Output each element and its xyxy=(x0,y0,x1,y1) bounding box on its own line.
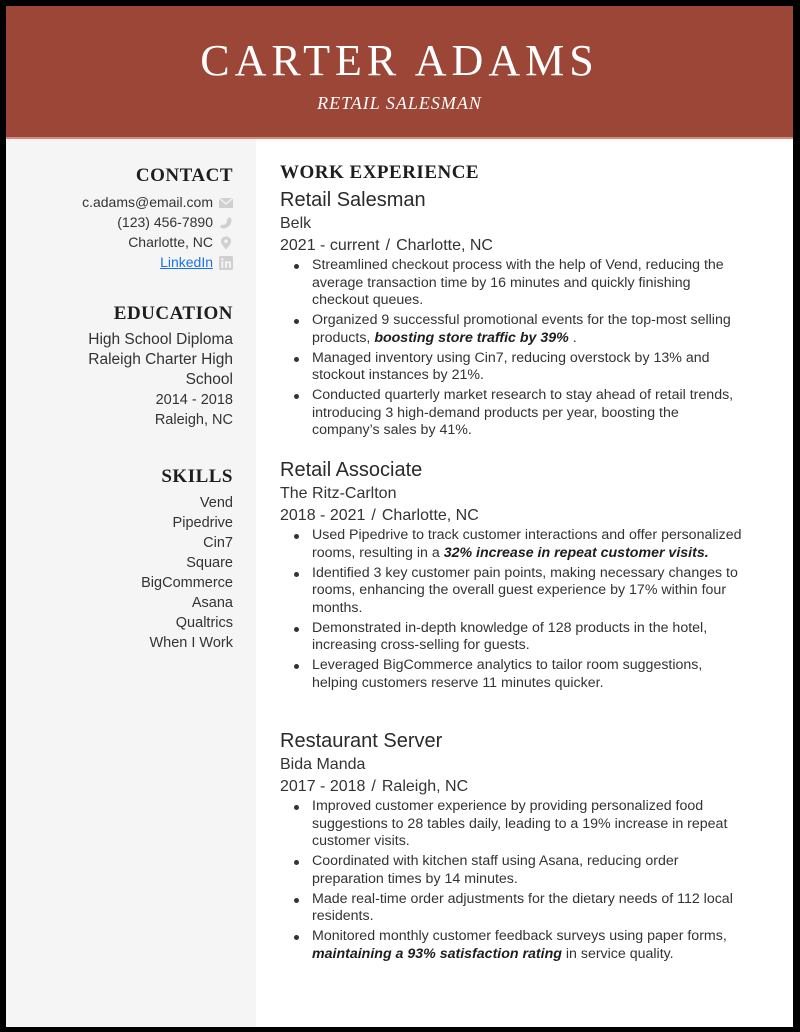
job-company: Bida Manda xyxy=(280,756,366,773)
candidate-title: RETAIL SALESMAN xyxy=(317,93,482,113)
work-experience-heading: WORK EXPERIENCE xyxy=(280,162,480,183)
resume-page xyxy=(6,6,793,1027)
job-company: Belk xyxy=(280,215,312,232)
map-pin-icon xyxy=(219,235,233,249)
job-meta xyxy=(280,776,750,798)
job-bullets xyxy=(280,527,750,692)
job-entry xyxy=(280,728,750,966)
phone-icon xyxy=(219,215,233,229)
bullet-item: Identified 3 key customer pain points, making necessary changes to rooms, enhancing the overall guest experience by 17% within four months. xyxy=(312,565,750,618)
job-title: Retail Salesman xyxy=(280,189,426,211)
bullet-item: Conducted quarterly market research to stay ahead of retail trends, introducing 3 high-demand products per year, boosting the company’s sales by 41%. xyxy=(312,387,750,440)
skill-item: Qualtrics xyxy=(175,615,233,631)
job-bullets xyxy=(280,257,750,440)
contact-email xyxy=(82,192,233,212)
linkedin-link[interactable]: LinkedIn xyxy=(160,254,213,270)
linkedin-icon xyxy=(219,255,233,269)
skills-heading: SKILLS xyxy=(161,466,233,487)
email-text: c.adams@email.com xyxy=(82,194,213,210)
education-section xyxy=(88,302,233,430)
skill-item: Cin7 xyxy=(203,535,233,551)
bullet-item: Demonstrated in-depth knowledge of 128 products in the hotel, increasing cross-selling for guests. xyxy=(312,620,750,655)
job-bullets xyxy=(280,798,750,963)
job-location: Charlotte, NC xyxy=(381,507,479,524)
job-meta xyxy=(280,505,750,527)
bullet-item: Improved customer experience by providing personalized food suggestions to 28 tables daily, leading to a 19% increase in repeat customer visits. xyxy=(312,798,750,851)
bullet-item: Organized 9 successful promotional events for the top-most selling products, boosting store traffic by 39% . xyxy=(312,312,750,347)
education-dates: 2014 - 2018 xyxy=(155,392,233,408)
education-heading: EDUCATION xyxy=(113,303,233,324)
bullet-item: Coordinated with kitchen staff using Asana, reducing order preparation times by 14 minutes. xyxy=(312,853,750,888)
contact-location xyxy=(82,232,233,252)
sidebar xyxy=(6,139,256,1027)
education-location: Raleigh, NC xyxy=(154,412,233,428)
resume-header xyxy=(6,6,793,139)
contact-section xyxy=(82,164,233,272)
job-entry xyxy=(280,187,750,442)
job-entry xyxy=(280,457,750,695)
skill-item: Square xyxy=(186,555,233,571)
skill-item: When I Work xyxy=(149,635,233,651)
job-location: Charlotte, NC xyxy=(396,237,493,254)
contact-linkedin xyxy=(82,252,233,272)
envelope-icon xyxy=(219,195,233,209)
education-degree: High School Diploma xyxy=(88,331,233,348)
skill-item: Pipedrive xyxy=(172,515,233,531)
location-text: Charlotte, NC xyxy=(128,234,213,250)
education-school-line1: Raleigh Charter High xyxy=(88,351,233,368)
phone-text: (123) 456-7890 xyxy=(117,214,213,230)
job-dates: 2017 - 2018 xyxy=(280,778,366,795)
meta-separator: / xyxy=(385,237,391,254)
job-title: Restaurant Server xyxy=(280,730,443,752)
bullet-item: Leveraged BigCommerce analytics to tailor room suggestions, helping customers reserve 11 minutes quicker. xyxy=(312,657,750,692)
candidate-name: CARTER ADAMS xyxy=(200,36,599,85)
job-company: The Ritz-Carlton xyxy=(280,485,397,502)
bullet-item: Used Pipedrive to track customer interactions and offer personalized rooms, resulting in a 32% increase in repeat customer visits. xyxy=(312,527,750,562)
job-title: Retail Associate xyxy=(280,459,423,481)
job-location: Raleigh, NC xyxy=(381,778,469,795)
meta-separator: / xyxy=(371,507,376,524)
meta-separator: / xyxy=(371,778,376,795)
skill-item: Vend xyxy=(199,495,233,511)
job-meta xyxy=(280,235,750,257)
bullet-item: Managed inventory using Cin7, reducing overstock by 13% and stockout instances by 21%. xyxy=(312,350,750,385)
bullet-item: Made real-time order adjustments for the dietary needs of 112 local residents. xyxy=(312,891,750,926)
education-school-line2: School xyxy=(185,371,233,388)
skill-item: Asana xyxy=(191,595,233,611)
job-dates: 2018 - 2021 xyxy=(280,507,366,524)
skill-item: BigCommerce xyxy=(141,575,233,591)
skills-section xyxy=(141,465,233,653)
contact-heading: CONTACT xyxy=(135,165,233,186)
job-dates: 2021 - current xyxy=(280,237,380,254)
contact-phone xyxy=(82,212,233,232)
bullet-item: Monitored monthly customer feedback surveys using paper forms, maintaining a 93% satisfaction rating in service quality. xyxy=(312,928,750,963)
bullet-item: Streamlined checkout process with the help of Vend, reducing the average transaction time by 16 minutes and quickly finishing checkout queues. xyxy=(312,257,750,310)
